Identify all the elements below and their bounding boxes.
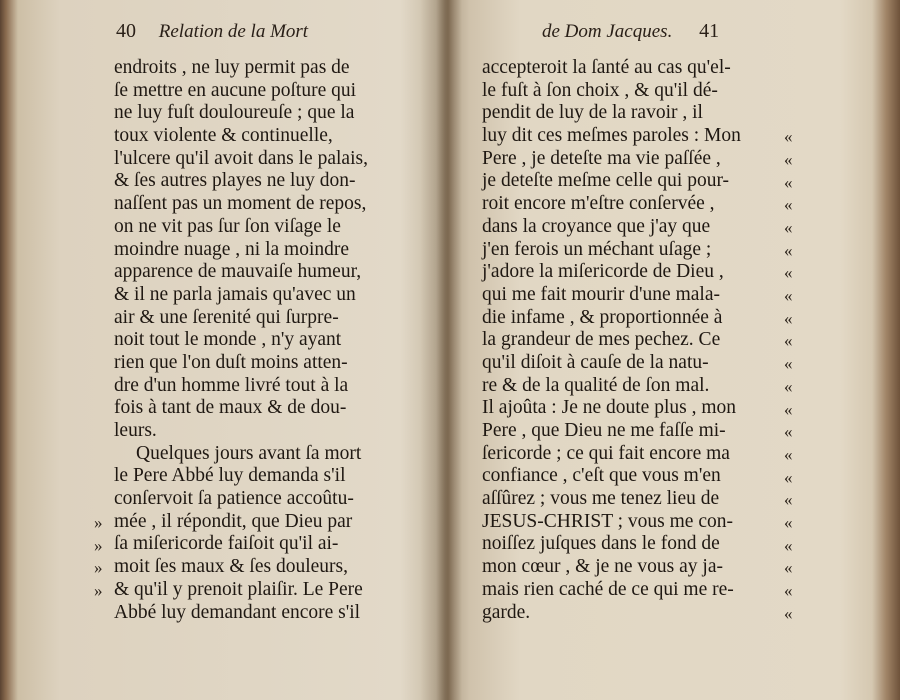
right-page xyxy=(458,0,888,700)
quote-mark: « xyxy=(784,240,793,260)
text-line: luy dit ces meſmes paroles : Mon xyxy=(482,125,741,147)
quote-mark: » xyxy=(94,581,103,601)
text-line: le fuſt à ſon choix , & qu'il dé- xyxy=(482,79,718,101)
text-line: toux violente & continuelle, xyxy=(114,125,333,147)
left-page xyxy=(20,0,430,700)
quote-mark: « xyxy=(784,535,793,555)
text-line: fois à tant de maux & de dou- xyxy=(114,397,347,419)
text-line: air & une ſerenité qui ſurpre- xyxy=(114,306,339,328)
text-line: pendit de luy de la ravoir , il xyxy=(482,102,703,124)
text-line: qu'il diſoit à cauſe de la natu- xyxy=(482,351,709,373)
text-line: mon cœur , & je ne vous ay ja- xyxy=(482,556,723,578)
text-line: dre d'un homme livré tout à la xyxy=(114,374,349,396)
text-line: mais rien caché de ce qui me re- xyxy=(482,578,734,600)
text-line: j'en ferois un méchant uſage ; xyxy=(482,238,712,260)
text-line: je deteſte meſme celle qui pour- xyxy=(482,170,730,192)
left-page-number: 40 xyxy=(116,20,136,42)
right-page-number: 41 xyxy=(699,20,720,42)
text-line: ne luy fuſt douloureuſe ; que la xyxy=(114,102,355,124)
quote-mark: « xyxy=(784,513,793,532)
text-line: confiance , c'eſt que vous m'en xyxy=(482,465,721,487)
text-line: noit tout le monde , n'y ayant xyxy=(114,329,342,351)
text-line: & ſes autres playes ne luy don- xyxy=(114,170,356,192)
text-line: & il ne parla jamais qu'avec un xyxy=(114,283,356,305)
quote-mark: « xyxy=(784,558,793,578)
quote-mark: « xyxy=(784,422,793,442)
text-line: Pere , je deteſte ma vie paſſée , xyxy=(482,147,721,169)
right-running-head: de Dom Jacques. xyxy=(542,21,673,42)
text-line: aſſûrez ; vous me tenez lieu de xyxy=(482,488,720,510)
quote-mark: « xyxy=(784,331,793,351)
quote-mark: « xyxy=(784,286,793,305)
text-line: roit encore m'eſtre conſervée , xyxy=(482,193,715,215)
quote-mark: « xyxy=(784,149,793,169)
text-line: la grandeur de mes pechez. Ce xyxy=(482,329,721,351)
left-page-header xyxy=(116,20,308,43)
text-line: rien que l'on duſt moins atten- xyxy=(114,351,348,373)
text-line: garde. xyxy=(482,601,531,623)
quote-mark: « xyxy=(784,195,793,215)
quote-mark: « xyxy=(784,354,793,374)
text-line: accepteroit la ſanté au cas qu'el- xyxy=(482,57,731,78)
text-line: qui me fait mourir d'une mala- xyxy=(482,283,720,305)
quote-mark: « xyxy=(784,603,793,623)
text-line: ſericorde ; ce qui fait encore ma xyxy=(482,442,730,464)
text-line: moit ſes maux & ſes douleurs, xyxy=(114,556,348,578)
text-line: mée , il répondit, que Dieu par xyxy=(114,510,353,532)
text-line: Abbé luy demandant encore s'il xyxy=(114,601,361,623)
text-line: moindre nuage , ni la moindre xyxy=(114,238,350,260)
quote-mark: « xyxy=(784,467,793,487)
quote-mark: « xyxy=(784,399,793,419)
left-running-head: Relation de la Mort xyxy=(158,21,309,42)
text-line: Quelques jours avant ſa mort xyxy=(136,442,362,464)
text-line: naſſent pas un moment de repos, xyxy=(114,193,367,215)
text-line: noiſſez juſques dans le fond de xyxy=(482,533,720,555)
quote-mark: » xyxy=(94,558,103,578)
text-line: Pere , que Dieu ne me faſſe mi- xyxy=(482,420,726,441)
quote-mark: « xyxy=(784,263,793,283)
right-page-header xyxy=(542,20,719,43)
quote-mark: « xyxy=(784,308,793,328)
quote-mark: « xyxy=(784,217,793,237)
text-line: JESUS-CHRIST ; vous me con- xyxy=(482,510,733,532)
text-line: dans la croyance que j'ay que xyxy=(482,215,711,237)
text-line: leurs. xyxy=(114,420,157,441)
quote-mark: » xyxy=(94,535,103,555)
text-line: le Pere Abbé luy demanda s'il xyxy=(114,465,346,487)
quote-mark: » xyxy=(94,513,103,532)
quote-mark: « xyxy=(784,172,793,192)
text-line: conſervoit ſa patience accoûtu- xyxy=(114,488,354,510)
right-page-text xyxy=(482,57,782,624)
text-line: ſa miſericorde faiſoit qu'il ai- xyxy=(114,533,339,555)
text-line: l'ulcere qu'il avoit dans le palais, xyxy=(114,147,368,169)
text-line: apparence de mauvaiſe humeur, xyxy=(114,261,362,283)
text-line: endroits , ne luy permit pas de xyxy=(114,57,350,78)
left-page-text xyxy=(114,57,404,624)
text-line: die infame , & proportionnée à xyxy=(482,306,723,328)
text-line: ſe mettre en aucune poſture qui xyxy=(114,79,357,101)
text-line: Il ajoûta : Je ne doute plus , mon xyxy=(482,397,736,419)
quote-mark: « xyxy=(784,376,793,396)
text-line: j'adore la miſericorde de Dieu , xyxy=(482,261,724,283)
text-line: & qu'il y prenoit plaiſir. Le Pere xyxy=(114,578,363,600)
text-line: re & de la qualité de ſon mal. xyxy=(482,374,710,396)
quote-mark: « xyxy=(784,581,793,601)
quote-mark: « xyxy=(784,127,793,147)
quote-mark: « xyxy=(784,490,793,510)
quote-mark: « xyxy=(784,444,793,464)
text-line: on ne vit pas ſur ſon viſage le xyxy=(114,215,341,237)
